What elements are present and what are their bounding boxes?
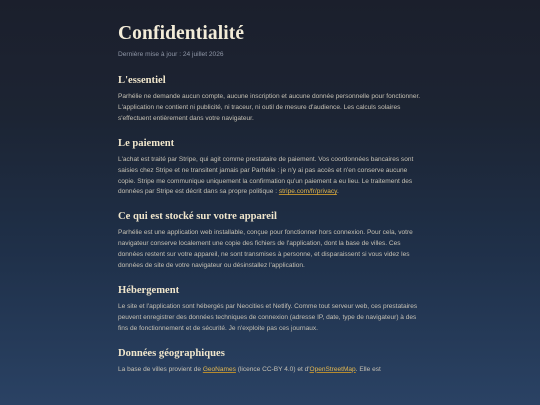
section-text: Parhélie est une application web installable, conçue pour fonctionner hors connexion. Pour cela, votre navigateur conserve localement une copie des fichiers de l'application, dont la base de villes. Ces données restent sur votre appareil, ne sont transmises à personne, et disparaissent si vous videz les données de site de votre navigateur ou désinstallez l'application. [118,229,413,270]
section-heading: Hébergement [118,284,180,296]
payment-text-end: . [336,188,339,196]
section-local-storage [118,210,422,272]
geonames-link[interactable]: GeoNames [202,365,236,373]
section-heading: Ce qui est stocké sur votre appareil [118,211,277,223]
last-updated-date: Dernière mise à jour : 24 juillet 2026 [118,51,224,58]
privacy-page [118,0,422,376]
section-text: Le site et l'application sont hébergés par Neocities et Netlify. Comme tout serveur web, ces prestataires peuvent enregistrer des données techniques de connexion (adresse IP, date, type de navigateur) à des fins de fonctionnement et de sécurité. Je n'exploite pas ces journaux. [118,302,418,332]
section-geographic-data [118,347,422,376]
geo-text-start: La base de villes provient de [118,365,201,373]
section-text [118,365,422,376]
section-heading: L'essentiel [118,75,166,86]
section-essentials [118,74,422,125]
page-title: Confidentialité [118,23,245,44]
openstreetmap-link[interactable]: OpenStreetMap [309,365,356,373]
section-text: Parhélie ne demande aucun compte, aucune inscription et aucune donnée personnelle pour fonctionner. L'application ne contient ni publicité, ni traceur, ni outil de mesure d'audience. Les calculs solaires s'effectuent entièrement dans votre navigateur. [118,93,421,122]
geo-text-end: . Elle est [355,365,381,373]
section-heading: Données géographiques [118,347,225,359]
geo-text-mid: (licence CC-BY 4.0) et d' [237,365,310,373]
section-payment [118,137,422,199]
section-text [118,155,422,199]
stripe-privacy-link[interactable]: stripe.com/fr/privacy [278,188,337,196]
section-hosting [118,284,422,335]
payment-text: L'achat est traité par Stripe, qui agit comme prestataire de paiement. Vos coordonnées bancaires sont saisies chez Stripe et ne transitent jamais par Parhélie : je n'y ai pas accès et n'en conserve aucune copie. Stripe me communique uniquement la confirmation qu'un paiement a eu lieu. Le traitement des données par Stripe est décrit dans sa propre politique : [118,155,414,196]
section-heading: Le paiement [118,137,175,149]
